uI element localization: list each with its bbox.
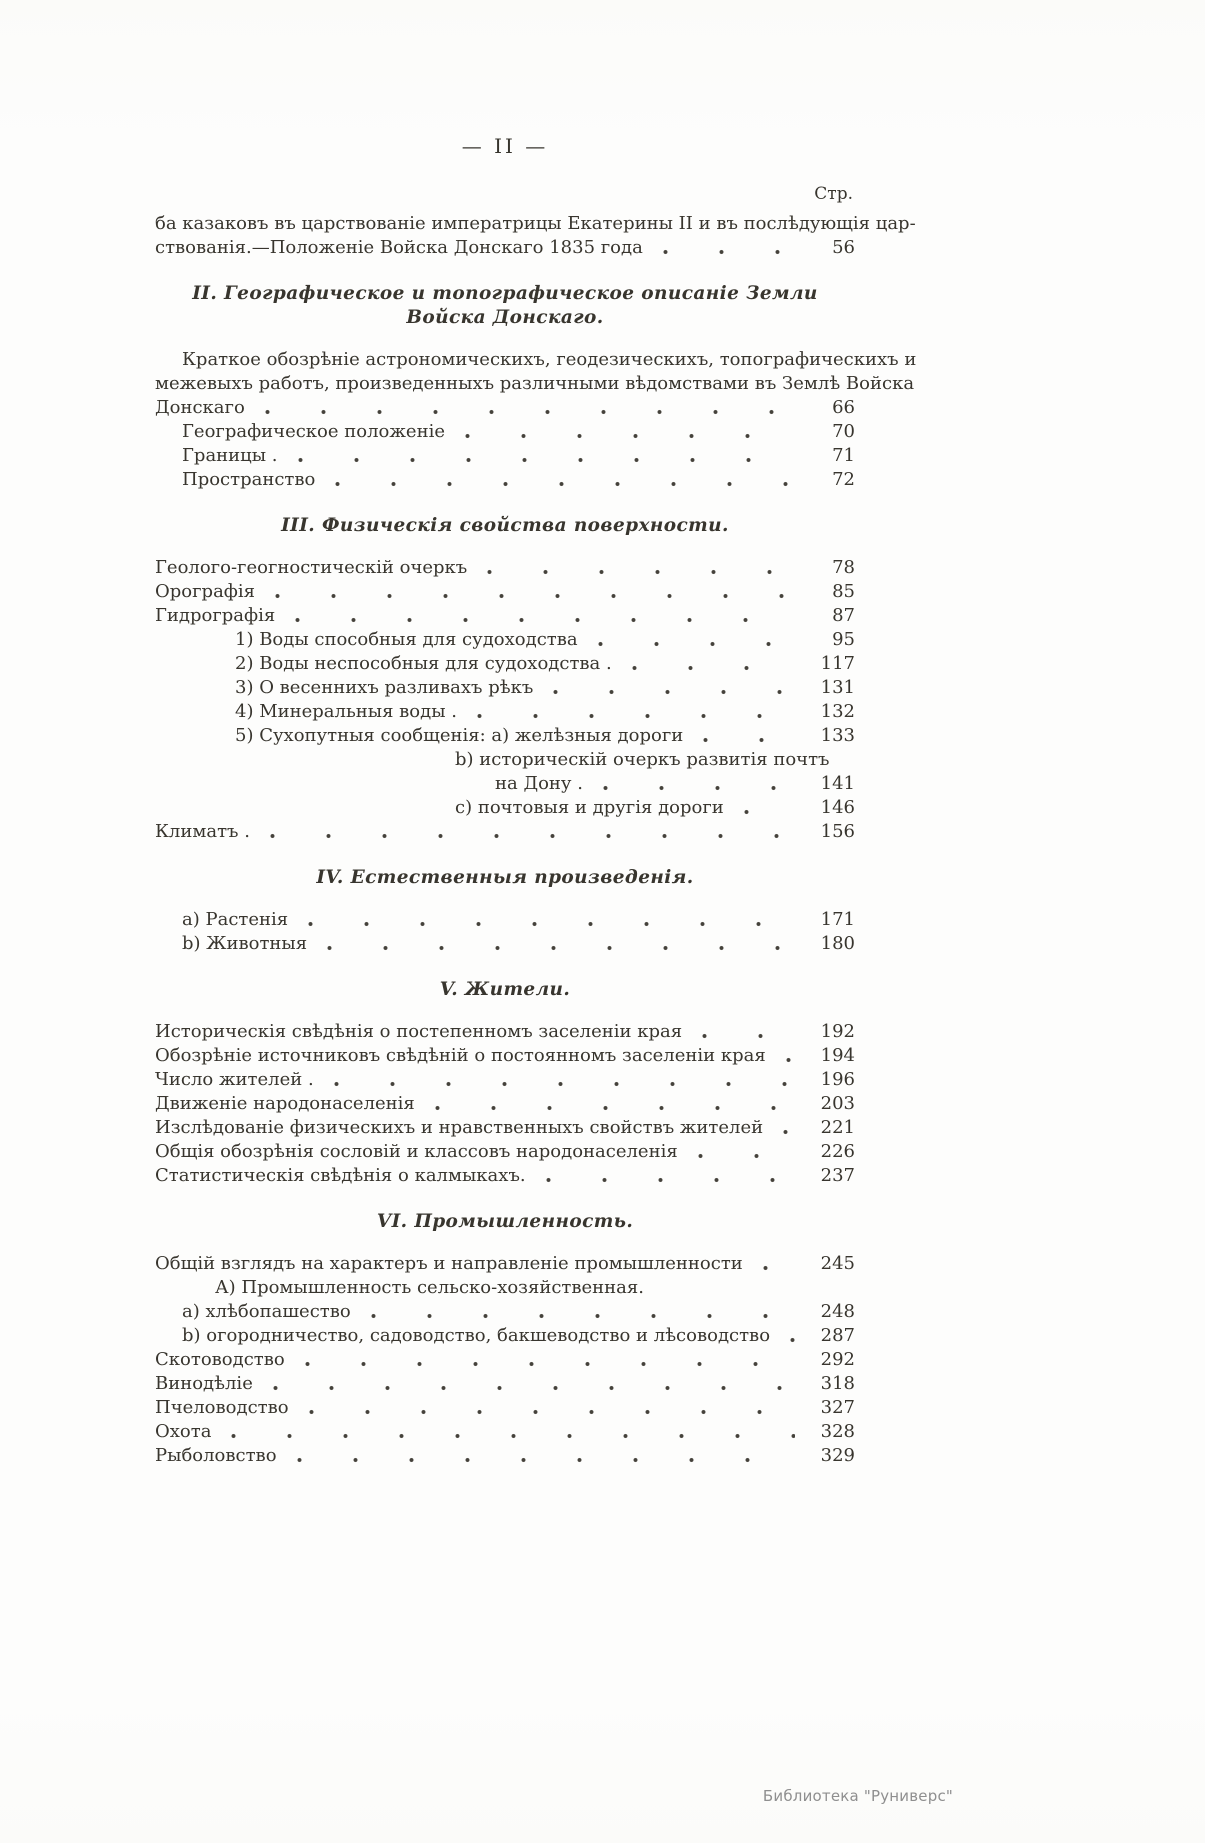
- toc-row: [155, 212, 916, 236]
- dot-leader: [297, 1457, 795, 1463]
- dot-leader: [786, 1057, 795, 1063]
- toc-row: [155, 556, 855, 580]
- toc-page-number: 171: [820, 909, 855, 930]
- dot-leader: [334, 1081, 795, 1087]
- toc-row: [155, 420, 855, 444]
- section-heading: IV. Естественныя произведенія.: [316, 867, 694, 888]
- toc-page-number: 156: [820, 821, 855, 842]
- toc-row: [155, 372, 915, 396]
- toc-entry-text: Историческія свѣдѣнія о постепенномъ заселеніи края: [155, 1021, 683, 1042]
- toc-page-number: 71: [832, 445, 855, 466]
- toc-page-number: 245: [820, 1253, 855, 1274]
- toc-row: [155, 1420, 855, 1444]
- toc-entry-text: 5) Сухопутныя сообщенія: а) желѣзныя дороги: [235, 725, 684, 746]
- dot-leader: [275, 593, 795, 599]
- toc-page-number: 117: [820, 653, 855, 674]
- toc-page-number: 287: [820, 1325, 855, 1346]
- toc-row: [155, 236, 855, 260]
- toc-row: [155, 628, 855, 652]
- dot-leader: [327, 945, 795, 951]
- toc-page-number: 85: [832, 581, 855, 602]
- dot-leader: [603, 785, 795, 791]
- library-watermark: Библиотека "Руниверс": [762, 1787, 953, 1805]
- page-column-label: Стр.: [814, 184, 853, 204]
- toc-row: [155, 1164, 855, 1188]
- toc-entry-text: Обозрѣніе источниковъ свѣдѣній о постоянномъ заселеніи края: [155, 1045, 766, 1066]
- toc-block: [155, 556, 855, 844]
- toc-entry-text: 1) Воды способныя для судоходства: [235, 629, 578, 650]
- table-of-contents: [155, 212, 917, 1468]
- toc-entry-text: b) историческій очеркъ развитія почтъ: [455, 749, 830, 770]
- toc-entry-text: Общія обозрѣнія сословій и классовъ народонаселенія: [155, 1141, 678, 1162]
- toc-entry-text: Границы .: [182, 445, 278, 466]
- dot-leader: [309, 1409, 795, 1415]
- toc-row: [155, 1252, 855, 1276]
- toc-entry-text: Скотоводство: [155, 1349, 285, 1370]
- toc-row: [155, 796, 855, 820]
- toc-page-number: 132: [820, 701, 855, 722]
- toc-page-number: 70: [832, 421, 855, 442]
- toc-row: [155, 1324, 855, 1348]
- toc-page-number: 221: [820, 1117, 855, 1138]
- dot-leader: [703, 737, 795, 743]
- dot-leader: [231, 1433, 795, 1439]
- toc-row: [155, 1444, 855, 1468]
- dot-leader: [477, 713, 795, 719]
- toc-entry-text: Геолого-геогностическій очеркъ: [155, 557, 468, 578]
- toc-page-number: 146: [820, 797, 855, 818]
- toc-block: [155, 348, 917, 492]
- toc-block: [155, 1020, 855, 1188]
- toc-page-number: 192: [820, 1021, 855, 1042]
- dot-leader: [295, 617, 795, 623]
- dot-leader: [270, 833, 795, 839]
- toc-row: [155, 1396, 855, 1420]
- toc-entry-text: 4) Минеральныя воды .: [235, 701, 457, 722]
- toc-page-number: 66: [832, 397, 855, 418]
- dot-leader: [698, 1153, 795, 1159]
- section-heading: II. Географическое и топографическое описаніе Земли Войска Донскаго.: [192, 283, 818, 328]
- toc-entry-text: Изслѣдованіе физическихъ и нравственныхъ свойствъ жителей: [155, 1117, 764, 1138]
- toc-entry-text: А) Промышленность сельско-хозяйственная.: [215, 1277, 644, 1298]
- toc-page-number: 141: [820, 773, 855, 794]
- toc-entry-text: Число жителей .: [155, 1069, 314, 1090]
- toc-row: [155, 908, 855, 932]
- dot-leader: [702, 1033, 795, 1039]
- toc-row: [155, 1020, 855, 1044]
- toc-page-number: 87: [832, 605, 855, 626]
- dot-leader: [632, 665, 795, 671]
- toc-entry-text: Движеніе народонаселенія: [155, 1093, 415, 1114]
- dot-leader: [790, 1337, 795, 1343]
- dot-leader: [546, 1177, 795, 1183]
- toc-page-number: 327: [820, 1397, 855, 1418]
- toc-entry-text: а) Растенія: [182, 909, 289, 930]
- toc-page-number: 292: [820, 1349, 855, 1370]
- dot-leader: [744, 809, 795, 815]
- toc-page-number: 56: [832, 237, 855, 258]
- dot-leader: [305, 1361, 795, 1367]
- toc-page-number: 95: [832, 629, 855, 650]
- toc-entry-text: Охота: [155, 1421, 212, 1442]
- toc-page-number: 133: [820, 725, 855, 746]
- dot-leader: [273, 1385, 795, 1391]
- toc-page-number: 194: [820, 1045, 855, 1066]
- toc-entry-text: Общій взглядъ на характеръ и направленіе промышленности: [155, 1253, 743, 1274]
- toc-page-number: 226: [820, 1141, 855, 1162]
- toc-entry-text: ствованія.—Положеніе Войска Донскаго 1835 года: [155, 237, 643, 258]
- dot-leader: [335, 481, 795, 487]
- toc-entry-text: Винодѣліе: [155, 1373, 253, 1394]
- dot-leader: [553, 689, 795, 695]
- toc-row: [155, 580, 855, 604]
- page-number-header: — II —: [461, 134, 549, 158]
- toc-row: [155, 1092, 855, 1116]
- toc-page-number: 78: [832, 557, 855, 578]
- toc-page-number: 196: [820, 1069, 855, 1090]
- toc-row: [155, 1044, 855, 1068]
- section-heading: III. Физическія свойства поверхности.: [281, 515, 729, 536]
- toc-entry-text: Гидрографія: [155, 605, 276, 626]
- toc-row: [155, 1348, 855, 1372]
- toc-row: [155, 348, 917, 372]
- toc-row: [155, 1116, 855, 1140]
- toc-row: [155, 676, 855, 700]
- toc-page-number: 328: [820, 1421, 855, 1442]
- toc-row: [155, 724, 855, 748]
- toc-entry-text: с) почтовыя и другія дороги: [455, 797, 724, 818]
- toc-row: [155, 444, 855, 468]
- dot-leader: [265, 409, 795, 415]
- toc-row: [155, 1068, 855, 1092]
- dot-leader: [783, 1129, 795, 1135]
- toc-entry-text: а) хлѣбопашество: [182, 1301, 351, 1322]
- toc-row: [155, 932, 855, 956]
- toc-page-number: 329: [820, 1445, 855, 1466]
- toc-row: [155, 1300, 855, 1324]
- toc-row: [155, 1372, 855, 1396]
- section-heading: V. Жители.: [439, 979, 571, 1000]
- toc-entry-text: Пчеловодство: [155, 1397, 289, 1418]
- page-content: [155, 0, 917, 1468]
- dot-leader: [308, 921, 795, 927]
- toc-entry-text: ба казаковъ въ царствованіе императрицы Екатерины II и въ послѣдующія цар-: [155, 213, 916, 234]
- toc-row: [155, 772, 855, 796]
- toc-entry-text: Статистическія свѣдѣнія о калмыкахъ.: [155, 1165, 526, 1186]
- toc-row: [155, 396, 855, 420]
- toc-page-number: 203: [820, 1093, 855, 1114]
- toc-entry-text: Донскаго: [155, 397, 245, 418]
- toc-entry-text: Пространство: [182, 469, 316, 490]
- toc-row: [155, 820, 855, 844]
- toc-entry-text: Орографія: [155, 581, 256, 602]
- toc-row: [155, 604, 855, 628]
- toc-page-number: 72: [832, 469, 855, 490]
- toc-entry-text: 3) О весеннихъ разливахъ рѣкъ: [235, 677, 534, 698]
- toc-entry-text: Климатъ .: [155, 821, 250, 842]
- toc-row: [155, 1140, 855, 1164]
- toc-row: [155, 748, 855, 772]
- toc-entry-text: Географическое положеніе: [182, 421, 445, 442]
- toc-row: [155, 468, 855, 492]
- dot-leader: [598, 641, 795, 647]
- toc-page-number: 248: [820, 1301, 855, 1322]
- toc-block: [155, 212, 916, 260]
- toc-page-number: 318: [820, 1373, 855, 1394]
- toc-row: [155, 700, 855, 724]
- toc-block: [155, 908, 855, 956]
- dot-leader: [487, 569, 795, 575]
- toc-row: [155, 1276, 855, 1300]
- dot-leader: [298, 457, 795, 463]
- dot-leader: [763, 1265, 795, 1271]
- toc-entry-text: Рыболовство: [155, 1445, 277, 1466]
- toc-entry-text: Краткое обозрѣніе астрономическихъ, геодезическихъ, топографическихъ и: [182, 349, 917, 370]
- toc-block: [155, 1252, 855, 1468]
- section-heading: VI. Промышленность.: [376, 1211, 634, 1232]
- toc-entry-text: b) Животныя: [182, 933, 308, 954]
- toc-entry-text: 2) Воды неспособныя для судоходства .: [235, 653, 612, 674]
- dot-leader: [435, 1105, 795, 1111]
- dot-leader: [371, 1313, 795, 1319]
- toc-row: [155, 652, 855, 676]
- toc-entry-text: b) огородничество, садоводство, бакшеводство и лѣсоводство: [182, 1325, 771, 1346]
- toc-page-number: 180: [820, 933, 855, 954]
- dot-leader: [465, 433, 795, 439]
- toc-entry-text: на Дону .: [495, 773, 583, 794]
- toc-page-number: 131: [820, 677, 855, 698]
- toc-page-number: 237: [820, 1165, 855, 1186]
- toc-entry-text: межевыхъ работъ, произведенныхъ различными вѣдомствами въ Землѣ Войска: [155, 373, 915, 394]
- dot-leader: [663, 249, 795, 255]
